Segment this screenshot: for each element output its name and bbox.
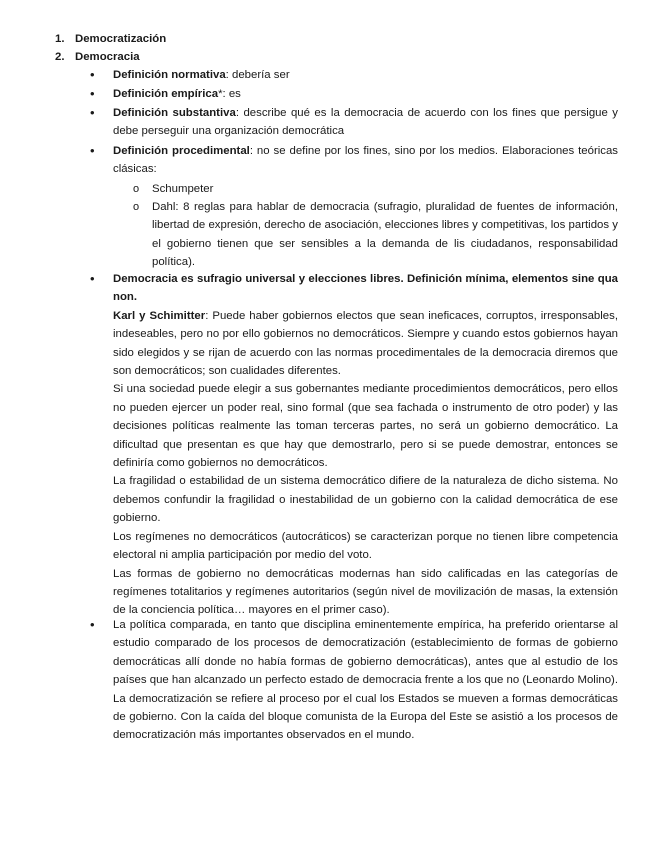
bullet-definicion-empirica [113, 85, 618, 103]
bullet-definicion-substantiva [113, 104, 618, 141]
bullet-icon: • [90, 67, 95, 82]
paragraph: Las formas de gobierno no democráticas modernas han sido calificadas en las categorías de regímenes totalitarios y regímenes autoritarios (según nivel de movilización de masas, la extensión de la conciencia política… mayores en el primer caso). [113, 567, 618, 617]
list-item-democracia [55, 48, 140, 66]
author-name: Karl y Schimitter [113, 309, 206, 322]
paragraph: Si una sociedad puede elegir a sus gobernantes mediante procedimientos democráticos, pero ellos no pueden ejercer un poder real, sino formal (que sea fachada o instrumento de otro poder) y las decisiones políticas realmente las toman terceras partes, no será un gobierno democrático. La dificultad que presentan es que hay que demostrarlo, pero si se puede demostrar, entonces se definiría como gobiernos no democráticos. [113, 383, 618, 470]
bullet-definicion-procedimental [113, 142, 618, 179]
bullet-text: *: es [218, 88, 241, 100]
bullet-heading: Democracia es sufragio universal y elecciones libres. Definición mínima, elementos sine qua non. [113, 273, 618, 304]
bullet-democracia-sufragio [113, 270, 618, 620]
sub-item-schumpeter: Schumpeter [152, 183, 214, 195]
paragraph: Los regímenes no democráticos (autocráticos) se caracterizan porque no tienen libre competencia electoral ni amplia participación por medio del voto. [113, 530, 618, 562]
paragraph: La fragilidad o estabilidad de un sistema democrático difiere de la naturaleza de dicho sistema. No debemos confundir la fragilidad o inestabilidad de un gobierno con la calidad democrática de ese gobierno. [113, 475, 618, 525]
bullet-term: Definición substantiva [113, 107, 236, 119]
bullet-text: : no se define por los fines, sino por los medios. Elaboraciones teóricas clásicas: [113, 145, 619, 176]
bullet-text: : debería ser [225, 69, 290, 81]
bullet-definicion-normativa [113, 66, 618, 84]
bullet-term: Definición procedimental [113, 145, 250, 157]
bullet-term: Definición empírica [113, 88, 219, 100]
bullet-term: Definición normativa [113, 69, 226, 81]
bullet-icon: • [90, 143, 95, 158]
paragraph: Karl y Schimitter: Puede haber gobiernos electos que sean ineficaces, corruptos, irresponsables, indeseables, pero no por ello gobiernos no democráticos. Siempre y cuando estos gobiernos hayan sido elegidos y se rijan de acuerdo con las normas procedimentales de la democracia diremos que son democráticos; son cualidades diferentes. [113, 309, 618, 378]
bullet-politica-comparada: La política comparada, en tanto que disciplina eminentemente empírica, ha preferido orientarse al estudio comparado de los procesos de democratización (establecimiento de formas de gobierno democráticas allí donde no había formas de gobierno democráticas), antes que al estudio de los países que han alcanzado un perfecto estado de democracia frente a los que no (Leonardo Molino). La democratización se refiere al proceso por el cual los Estados se mueven a formas democráticas de gobierno. Con la caída del bloque comunista de la Europa del Este se asistió a los procesos de democratización más importantes observados en el mundo. [113, 619, 618, 742]
sub-item-dahl: Dahl: 8 reglas para hablar de democracia (sufragio, pluralidad de fuentes de información, libertad de expresión, derecho de asociación, elecciones libres y competitivas, los partidos y el gobierno tienen que ser sensibles a la demanda de lis ciudadanos, responsabilidad política). [152, 201, 618, 269]
bullet-icon: • [90, 105, 95, 120]
sub-bullet-icon: o [133, 183, 140, 195]
list-label: Democracia [75, 51, 140, 63]
sub-bullet-icon: o [133, 201, 140, 213]
list-number: 1. [55, 33, 65, 45]
bullet-icon: • [90, 617, 95, 632]
bullet-icon: • [90, 86, 95, 101]
list-label: Democratización [75, 33, 167, 45]
list-number: 2. [55, 51, 65, 63]
bullet-text: : describe qué es la democracia de acuerdo con los fines que persigue y debe perseguir una organización democrática [113, 107, 618, 138]
list-item-democratizacion [55, 30, 166, 48]
bullet-icon: • [90, 271, 95, 286]
